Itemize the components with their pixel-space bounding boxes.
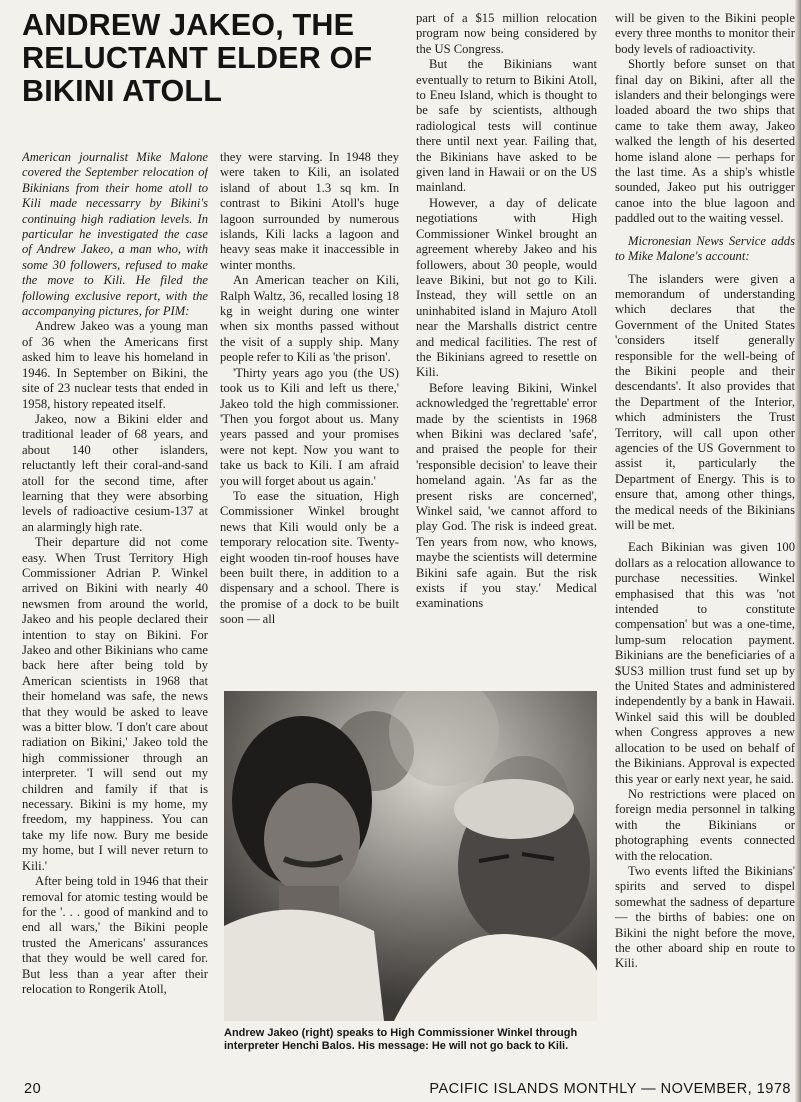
page-number: 20	[24, 1081, 42, 1097]
article-paragraph: Each Bikinian was given 100 dollars as a relocation allowance to purchase necessities. Winkel emphasised that this was 'not intended to constitute compensation' but was a one-time, lump-sum relocation payment. Bikinians are the beneficiaries of a $US3 million trust fund set up by the United States and administered independently by a bank in Hawaii. Winkel said this will be doubled when Congress approves a new allocation to be used on behalf of the Bikinians. Approval is expected this year or early next year, he said.	[615, 540, 795, 786]
article-paragraph: No restrictions were placed on foreign media personnel in talking with the Bikinians or photographing events connected with the relocation.	[615, 786, 795, 863]
page-edge-shadow	[795, 0, 801, 1102]
article-paragraph: Jakeo, now a Bikini elder and traditional leader of 68 years, and about 140 other islanders, reluctantly left their coral-and-sand atoll for the second time, after learning that they were absorbing levels of radioactive cesium-137 at an alarmingly high rate.	[22, 411, 208, 534]
article-paragraph: But the Bikinians want eventually to return to Bikini Atoll, to Eneu Island, which is thought to be safe by scientists, although radiological tests will continue there until next year. Failing that, the Bikinians have asked to be given land in Hawaii or on the US mainland.	[416, 57, 597, 195]
article-paragraph: An American teacher on Kili, Ralph Waltz, 36, recalled losing 18 kg in weight during one winter when six months passed without the visit of a supply ship. Many people refer to Kili as 'the prison'.	[220, 273, 399, 365]
article-paragraph: Shortly before sunset on that final day on Bikini, after all the islanders and their belongings were loaded aboard the two ships that came to take them away, Jakeo walked the length of his deserted home island alone — perhaps for the last time. As a ship's whistle sounded, Jakeo put his outrigger canoe into the blue lagoon and paddled out to the waiting vessel.	[615, 57, 795, 226]
article-paragraph: they were starving. In 1948 they were taken to Kili, an isolated island of about 1.3 sq km. In contrast to Bikini Atoll's huge lagoon surrounded by numerous islands, Kili lacks a lagoon and heavy seas make it inaccessible in winter months.	[220, 150, 399, 272]
article-paragraph: 'Thirty years ago you (the US) took us to Kili and left us there,' Jakeo told the high commissioner. 'Then you forgot about us. Many years passed and your promises were not kept. Now you want to take us back to Kili. I am afraid you will forget about us again.'	[220, 365, 399, 488]
news-service-note: Micronesian News Service adds to Mike Malone's account:	[615, 233, 795, 264]
intro-paragraph: American journalist Mike Malone covered the September relocation of Bikinians from their home atoll to Kili made necessarry by Bikini's continuing high radiation levels. In particular he investigated the case of Andrew Jakeo, a man who, with some 30 followers, refused to make the move to Kili. He filed the following exclusive report, with the accompanying pictures, for PIM:	[22, 150, 208, 319]
article-paragraph: After being told in 1946 that their removal for atomic testing would be for the '. . . good of mankind and to end all wars,' the Bikini people trusted the Americans' assurances that they would be well cared for. But less than a year after their relocation to Rongerik Atoll,	[22, 874, 208, 996]
article-paragraph: will be given to the Bikini people every three months to monitor their body levels of radioactivity.	[615, 11, 795, 56]
article-paragraph: However, a day of delicate negotiations with High Commissioner Winkel brought an agreement whereby Jakeo and his followers, about 30 people, would leave Bikini, but not go to Kili. Instead, they will settle on an uninhabited island in Majuro Atoll near the Marshalls district centre and medical facilities. The rest of the Bikinians agreed to resettle on Kili.	[416, 195, 597, 380]
photo-illustration	[224, 691, 597, 1021]
article-paragraph: Two events lifted the Bikinians' spirits and served to dispel somewhat the sadness of departure — the births of babies: one on Bikini the night before the move, the other aboard ship en route to Kili.	[615, 863, 795, 971]
article-paragraph: Their departure did not come easy. When Trust Territory High Commissioner Adrian P. Winkel arrived on Bikini with nearly 40 newsmen from around the world, Jakeo and his people declared their intention to stay on Bikini. For Jakeo and other Bikinians who came back here after being told by American scientists in 1968 that their homeland was safe, the news that they would be asked to leave was a bitter blow. 'I don't care about radiation on Bikini,' Jakeo told the high commissioner through an interpreter. 'I will send out my children and family if that is necessary. Bikini is my home, my freedom, my happiness. You can take my life now. Bury me beside my home, but I will never return to Kili.'	[22, 535, 208, 873]
article-paragraph: Before leaving Bikini, Winkel acknowledged the 'regrettable' error made by the scientists in 1968 when Bikini was declared 'safe', and praised the people for their 'responsible decision' to leave their homeland again. 'As far as the present risks are concerned', Winkel said, 'we cannot afford to play God. The risk is indeed great. Ten years from now, who knows, maybe the scientists will determine Bikini safe again. But the risk exists if you stay.' Medical examinations	[416, 380, 597, 611]
masthead: PACIFIC ISLANDS MONTHLY — NOVEMBER, 1978	[429, 1081, 791, 1097]
article-column-4	[615, 11, 795, 1077]
article-paragraph: The islanders were given a memorandum of understanding which declares that the Government of the United States 'considers itself generally responsible for the well-being of the Bikini people and their descendants'. It also provides that the Department of the Interior, which administers the Trust Territory, will call upon other agencies of the US Government to assist it, particularly the Department of Energy. This is to ensure that, among other things, the medical needs of the Bikinians will be met.	[615, 271, 795, 532]
headline: ANDREW JAKEO, THE RELUCTANT ELDER OF BIKINI ATOLL	[22, 8, 373, 108]
news-photo	[224, 691, 597, 1021]
article-column-3	[416, 11, 597, 640]
article-paragraph: part of a $15 million relocation program now being considered by the US Congress.	[416, 11, 597, 56]
article-paragraph: To ease the situation, High Commissioner Winkel brought news that Kili would only be a temporary relocation site. Twenty-eight wooden tin-roof houses have been built there, in addition to a dispensary and a school. There is the promise of a dock to be built soon — all	[220, 488, 399, 627]
article-column-1	[22, 150, 208, 1072]
photo-caption: Andrew Jakeo (right) speaks to High Commissioner Winkel through interpreter Henchi Balos. His message: He will not go back to Kili.	[224, 1027, 578, 1052]
article-paragraph: Andrew Jakeo was a young man of 36 when the Americans first asked him to leave his homeland in 1946. In September on Bikini, the site of 23 nuclear tests that ended in 1958, history repeated itself.	[22, 319, 208, 411]
article-column-2	[220, 150, 399, 640]
